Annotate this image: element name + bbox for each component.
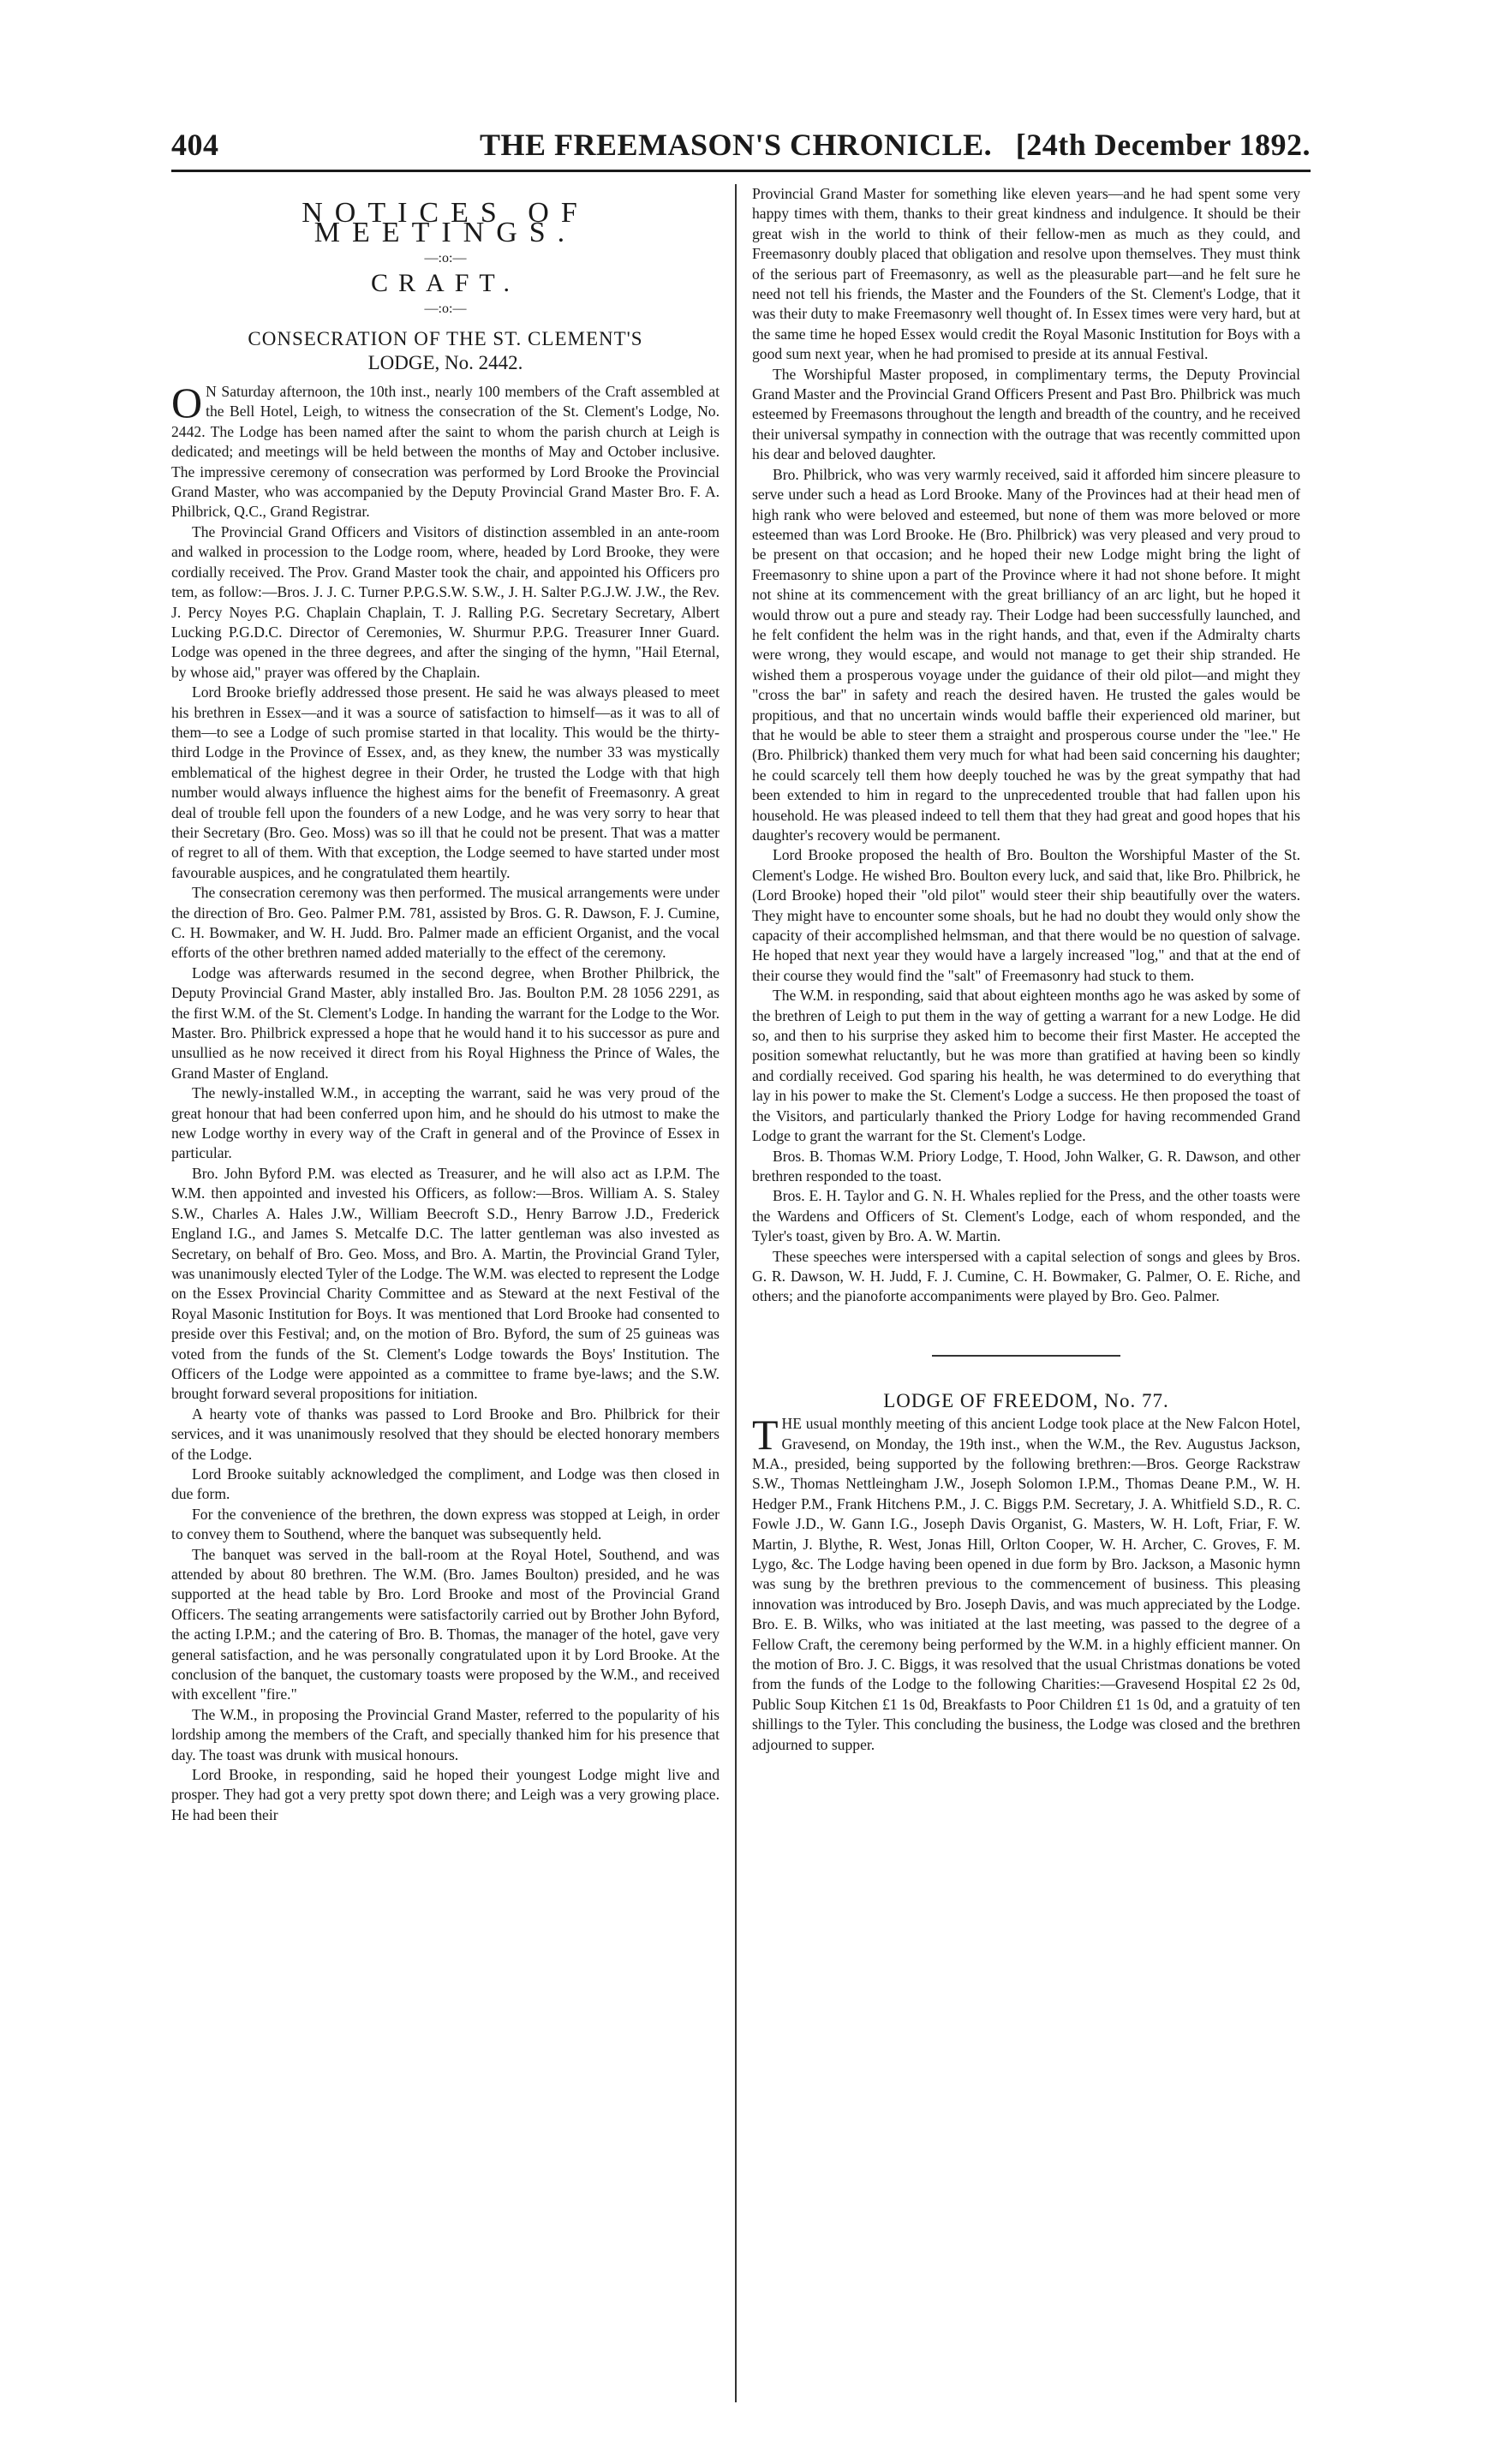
article-paragraph: THE usual monthly meeting of this ancient Lodge took place at the New Falcon Hotel, Gravesend, on Monday, the 19th inst., when the W.M., the Rev. Augustus Jackson, M.A., presided, being supported by the following brethren:—Bros. George Rackstraw S.W., Thomas Nettleingham J.W., Joseph Solomon I.P.M., Thomas Deane P.M., W. H. Hedger P.M., Frank Hitchens P.M., J. C. Biggs P.M. Secretary, J. A. Whitfield S.D., R. C. Fowle J.D., W. Gann I.G., Joseph Davis Organist, G. Masters, W. H. Loft, Friar, F. W. Martin, J. Blythe, R. West, Jonas Hill, Orlton Cooper, W. H. Archer, C. Groves, F. M. Lygo, &c. The Lodge having been opened in due form by Bro. Jackson, a Masonic hymn was sung by the brethren previous to the commencement of business. This pleasing innovation was introduced by Bro. Joseph Davis, and was much appreciated by the Lodge. Bro. E. B. Wilks, who was initiated at the last meeting, was passed to the degree of a Fellow Craft, the ceremony being performed by the W.M. in a highly efficient manner. On the motion of Bro. J. C. Biggs, it was resolved that the usual Christmas donations be voted from the funds of the Lodge to the following Charities:—Gravesend Hospital £2 2s 0d, Public Soup Kitchen £1 1s 0d, Breakfasts to Poor Children £1 1s 0d, and a gratuity of ten shillings to the Tyler. This concluding the business, the Lodge was closed and the brethren adjourned to supper. (752, 1411, 1300, 1753)
article-paragraph: Bros. B. Thomas W.M. Priory Lodge, T. Hood, John Walker, G. R. Dawson, and other brethren responded to the toast. (752, 1147, 1300, 1184)
article-paragraph: For the convenience of the brethren, the down express was stopped at Leigh, in order to convey them to Southend, where the banquet was subsequently held. (171, 1505, 720, 1543)
ornament-divider-2: —:o:— (424, 301, 467, 316)
drop-cap: O (171, 379, 203, 427)
article-paragraph: Lord Brooke, in responding, said he hoped their youngest Lodge might live and prosper. They had got a very pretty spot down there; and Leigh was a very growing place. He had been their (171, 1766, 720, 1823)
left-column (171, 184, 720, 2402)
article-paragraph: Lord Brooke suitably acknowledged the compliment, and Lodge was then closed in due form. (171, 1465, 720, 1503)
article-paragraph: The newly-installed W.M., in accepting the warrant, said he was very proud of the great honour that had been conferred upon him, and he should do his utmost to make the new Lodge worthy in every way of the Craft in general and of the Province of Essex in particular. (171, 1084, 720, 1162)
page-number: 404 (171, 128, 219, 162)
section-divider (932, 1355, 1120, 1357)
article-paragraph: The banquet was served in the ball-room at the Royal Hotel, Southend, and was attended by about 80 brethren. The W.M. (Bro. James Boulton) presided, and he was supported at the head table by Bro. Lord Brooke and most of the Provincial Grand Officers. The seating arrangements were satisfactorily carried out by Brother John Byford, the acting I.P.M.; and the catering of Bro. B. Thomas, the manager of the hotel, gave very general satisfaction, and he was personally congratulated upon it by Lord Brooke. At the conclusion of the banquet, the customary toasts were proposed by the W.M., and received with excellent "fire." (171, 1545, 720, 1703)
article-paragraph: The Provincial Grand Officers and Visitors of distinction assembled in an ante-room and walked in procession to the Lodge room, where, headed by Lord Brooke, they were cordially received. The Prov. Grand Master took the chair, and appointed his Officers pro tem, as follow:—Bros. J. J. C. Turner P.P.G.S.W. S.W., J. H. Salter P.G.J.W. J.W., the Rev. J. Percy Noyes P.G. Chaplain Chaplain, T. J. Ralling P.G. Secretary Secretary, Albert Lucking P.G.D.C. Director of Ceremonies, W. Shurmur P.P.G. Treasurer Inner Guard. Lodge was opened in the three degrees, and after the singing of the hymn, "Hail Eternal, by whose aid," prayer was offered by the Chaplain. (171, 522, 720, 681)
drop-cap: T (752, 1411, 779, 1459)
article-paragraph: Bro. John Byford P.M. was elected as Treasurer, and he will also act as I.P.M. The W.M. then appointed and invested his Officers, as follow:—Bros. William A. S. Staley S.W., Charles A. Hales J.W., William Beecroft S.D., Henry Barrow J.D., Frederick England I.G., and James S. Metcalfe D.C. The latter gentleman was also invested as Secretary, on behalf of Bro. Geo. Moss, and Bro. A. Martin, the Provincial Grand Tyler, was unanimously elected Tyler of the Lodge. The W.M. was elected to represent the Lodge on the Essex Provincial Charity Committee and as Steward at the next Festival of the Royal Masonic Institution for Boys. It was mentioned that Lord Brooke had consented to preside over this Festival; and, on the motion of Bro. Byford, the sum of 25 guineas was voted from the funds of the St. Clement's Lodge towards the Boys' Institution. The Officers of the Lodge were appointed as a committee to frame bye-laws; and the S.W. brought forward several propositions for initiation. (171, 1164, 720, 1403)
article-paragraph: Lodge was afterwards resumed in the second degree, when Brother Philbrick, the Deputy Provincial Grand Master, ably installed Bro. Jas. Boulton P.M. 28 1056 2291, as the first W.M. of the St. Clement's Lodge. In handing the warrant for the Lodge to the Wor. Master. Bro. Philbrick expressed a hope that he would hand it to his successor as pure and unsullied as he now received it direct from his Royal Highness the Prince of Wales, the Grand Master of England. (171, 964, 720, 1082)
consecration-heading-line2: LODGE, No. 2442. (367, 352, 523, 374)
article-paragraph: These speeches were interspersed with a capital selection of songs and glees by Bros. G. R. Dawson, W. H. Judd, F. J. Cumine, C. H. Bowmaker, G. Palmer, O. E. Riche, and others; and the pianoforte accompaniments were played by Bro. Geo. Palmer. (752, 1247, 1300, 1305)
article-paragraph: The W.M. in responding, said that about eighteen months ago he was asked by some of the brethren of Leigh to put them in the way of getting a warrant for a new Lodge. He did so, and then to his surprise they asked him to become their first Master. He accepted the position somewhat reluctantly, but he was more than gratified at having been so kindly and cordially received. God sparing his health, he was determined to do everything that lay in his power to make the St. Clement's Lodge a success. He then proposed the toast of the Visitors, and particularly thanked the Priory Lodge for having recommended Grand Lodge to grant the warrant for the St. Clement's Lodge. (752, 987, 1300, 1145)
notices-heading: NOTICES OF MEETINGS. (302, 197, 589, 249)
article-paragraph: The Worshipful Master proposed, in complimentary terms, the Deputy Provincial Grand Master and the Provincial Grand Officers Present and Past Bro. Philbrick was much esteemed by Freemasons throughout the length and breadth of the country, and he received their universal sympathy in connection with the outrage that was recently committed upon his dear and beloved daughter. (752, 365, 1300, 463)
article-paragraph: O N Saturday afternoon, the 10th inst., nearly 100 members of the Craft assembled at the Bell Hotel, Leigh, to witness the consecration of the St. Clement's Lodge, No. 2442. The Lodge has been named after the saint to whom the parish church at Leigh is dedicated; and meetings will be held between the months of May and October inclusive. The impressive ceremony of consecration was performed by Lord Brooke the Provincial Grand Master, who was accompanied by the Deputy Provincial Grand Master Bro. F. A. Philbrick, Q.C., Grand Registrar. (171, 379, 720, 521)
article-paragraph: The consecration ceremony was then performed. The musical arrangements were under the direction of Bro. Geo. Palmer P.M. 781, assisted by Bros. G. R. Dawson, F. J. Cumine, C. H. Bowmaker, and W. H. Judd. Bro. Palmer made an efficient Organist, and the vocal efforts of the other brethren named added materially to the effect of the ceremony. (171, 884, 720, 962)
issue-date: [24th December 1892. (1015, 128, 1311, 162)
article-paragraph: Lord Brooke briefly addressed those present. He said he was always pleased to meet his brethren in Essex—and it was a source of satisfaction to himself—as it was to all of them—to see a Lodge of such promise started in that locality. This would be the thirty-third Lodge in the Province of Essex, and, as they knew, the number 33 was mystically emblematical of the highest degree in their Order, he trusted the Lodge with that high number would always influence the highest aims for the benefit of Freemasonry. A great deal of trouble fell upon the founders of a new Lodge, and he was very sorry to hear that their Secretary (Bro. Geo. Moss) was so ill that he could not be present. That was a matter of regret to all of them. With that exception, the Lodge seemed to have started under most favourable auspices, and he congratulated them heartily. (171, 683, 720, 881)
ornament-divider: —:o:— (424, 250, 467, 265)
article-paragraph: Bros. E. H. Taylor and G. N. H. Whales replied for the Press, and the other toasts were the Wardens and Officers of St. Clement's Lodge, each of whom responded, and the Tyler's toast, given by Bro. A. W. Martin. (752, 1187, 1300, 1245)
lodge-of-freedom-heading: LODGE OF FREEDOM, No. 77. (883, 1389, 1169, 1411)
article-paragraph: A hearty vote of thanks was passed to Lord Brooke and Bro. Philbrick for their services, and it was unanimously resolved that they should be elected honorary members of the Lodge. (171, 1405, 720, 1463)
consecration-heading-line1: CONSECRATION OF THE ST. CLEMENT'S (248, 328, 643, 350)
page-header (171, 118, 1311, 172)
article-paragraph: Bro. Philbrick, who was very warmly received, said it afforded him sincere pleasure to serve under such a head as Lord Brooke. Many of the Provinces had at their head men of high rank who were beloved and esteemed, but none of them was more beloved or more esteemed than was Lord Brooke. He (Bro. Philbrick) was very pleased and very proud to be present on that occasion; and he hoped their new Lodge might bring the light of Freemasonry to shine upon a part of the Province where it had not shone before. It might not shine at its commencement with the great brilliancy of an arc light, but he hoped it would throw out a pure and steady ray. Their Lodge had been successfully launched, and he felt confident the helm was in the right hands, and that, even if the Admiralty charts were wrong, they would escape, and would not manage to get their ship stranded. He wished them a prosperous voyage under the guidance of their old pilot—and might they "cross the bar" in safety and reach the desired haven. He trusted the gales would be propitious, and that no uncertain winds would baffle their experienced old mariner, but that he would be able to steer them a straight and prosperous course under the "lee." He (Bro. Philbrick) thanked them very much for what had been said concerning his daughter; he could scarcely tell them how deeply touched he was by the great sympathy that had been extended to him in regard to the unprecedented trouble that had fallen upon his household. He was pleased indeed to tell them that they had great and good hopes that his daughter's recovery would be permanent. (752, 465, 1300, 844)
article-paragraph: Lord Brooke proposed the health of Bro. Boulton the Worshipful Master of the St. Clement's Lodge. He wished Bro. Boulton every luck, and said that, like Bro. Philbrick, he (Lord Brooke) hoped their "old pilot" would steer their ship beautifully over the waters. They might have to encounter some shoals, but he had no doubt they would only show the capacity of their accomplished helmsman, and that there would be no question of salvage. He hoped that next year they would have a largely increased "log," and that at the end of their course they would find the "salt" of Freemasonry had stuck to them. (752, 846, 1300, 984)
column-rule (735, 184, 737, 2402)
craft-heading: CRAFT. (371, 269, 520, 298)
publication-title: THE FREEMASON'S CHRONICLE. (480, 128, 993, 162)
right-column (752, 184, 1300, 2402)
article-paragraph: Provincial Grand Master for something like eleven years—and he had spent some very happy times with them, thanks to their great kindness and indulgence. It should be their great wish in the world to think of their fellow-men as much as they could, and Freemasonry doubly placed that obligation and resolve upon themselves. They must think of the serious part of Freemasonry, as well as the pleasurable part—and he felt sure he need not tell his friends, the Master and the Founders of the St. Clement's Lodge, that it was their duty to make Freemasonry well thought of. In Essex times were very hard, but at the same time he hoped Essex would credit the Royal Masonic Institution for Boys with a good sum next year, when he had promised to preside at its annual Festival. (752, 185, 1300, 363)
article-paragraph: The W.M., in proposing the Provincial Grand Master, referred to the popularity of his lordship among the members of the Craft, and specially thanked him for his presence that day. The toast was drunk with musical honours. (171, 1705, 720, 1763)
